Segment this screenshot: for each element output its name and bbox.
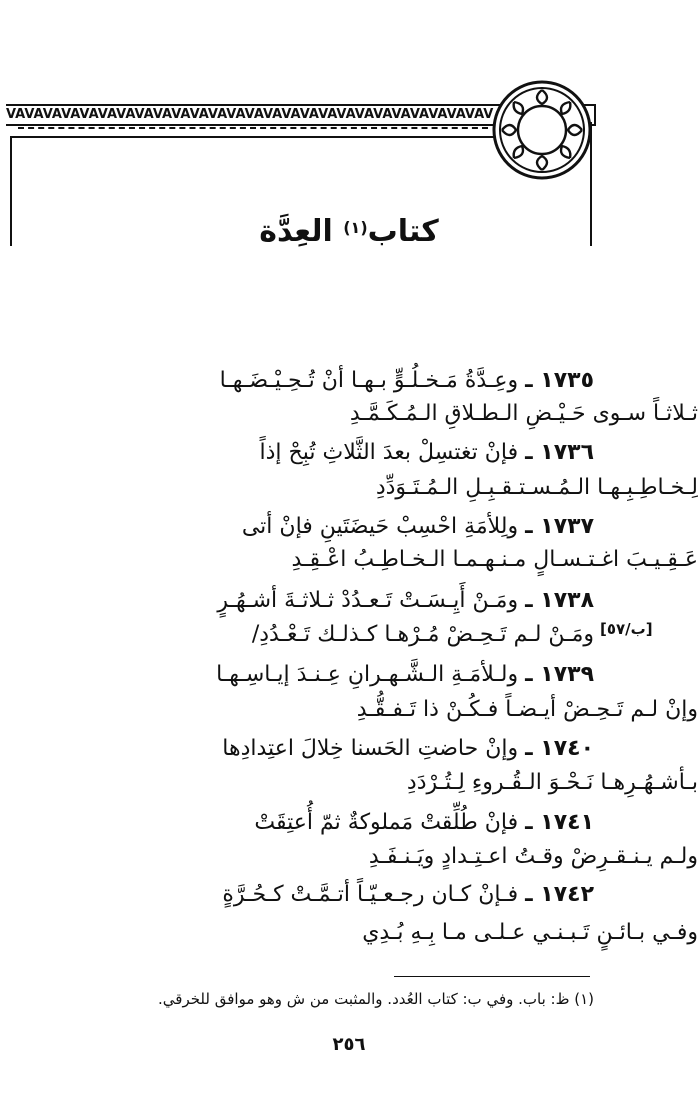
ornament-medallion-icon [490, 78, 594, 182]
verse-1736-first: ١٧٣٦ ـ فإنْ تغتسِلْ بعدَ الثَّلاثِ تُبِحْ إذاً [259, 440, 594, 465]
title-word: كتاب [367, 214, 439, 249]
verse-1737-first: ١٧٣٧ ـ ولِلأمَةِ احْسِبْ حَيضَتَينِ فإنْ أتى [241, 514, 594, 539]
dashed-rule [18, 127, 488, 129]
verse-1738-first: ١٧٣٨ ـ ومَـنْ أَيِـسَـتْ تَـعـدُدْ ثـلاثـةَ أشـهُـرٍ [217, 588, 594, 613]
verse-1735-first: ١٧٣٥ ـ وعِـدَّةُ مَـخـلُـوٍّ بـهـا أنْ تُـحِـيْـضَـهـا [219, 368, 594, 393]
margin-folio-ref: [ب/٥٧] [600, 620, 653, 638]
page-number: ٢٥٦ [332, 1034, 366, 1055]
verse-1741-first: ١٧٤١ ـ فإنْ طُلِّقتْ مَملوكةٌ ثمّ أُعتِقَتْ [254, 810, 594, 835]
verse-1736-second: لِـخـاطِـبِـهـا الـمُـسـتـقـبِـلِ الـمُـتَـوَدِّدِ [375, 475, 698, 500]
footnote-text: (١) ظ: باب. وفي ب: كتاب العُدد. والمثبت من ش وهو موافق للخرقي. [158, 990, 594, 1008]
frame-top-line [10, 136, 494, 138]
verse-1738-second: ومَـنْ لـم تَـحِـضْ مُـرْهـا كـذلـك تَـعْـدُدِ/ [251, 622, 594, 647]
verse-1741-second: ولـم يـنـقـرِضْ وقـتُ اعـتِـدادٍ ويَـنـفَـدِ [368, 844, 698, 869]
verse-1735-second: ثـلاثـاً سـوى حَـيْـضِ الـطـلاقِ الـمُـكَـمَّـدِ [349, 401, 698, 426]
verse-1739-first: ١٧٣٩ ـ ولـلأمَـةِ الـشَّـهـرانِ عِـنـدَ إيـاسِـهـا [216, 662, 594, 687]
verse-1737-second: عَـقِـيـبَ اغـتـسـالٍ مـنـهـمـا الـخـاطِـبُ اعْـقِـدِ [291, 547, 698, 572]
verse-1740-first: ١٧٤٠ ـ وإنْ حاضتِ الحَسنا خِلالَ اعتِدادِها [222, 736, 594, 761]
verse-1740-second: بـأشـهُـرِهـا نَـحْـوَ الـقُـروءِ لِـتُـرْدَدِ [406, 770, 698, 795]
chapter-title [0, 212, 698, 252]
title-footnote-mark: (١) [343, 218, 368, 237]
footnote-rule [394, 976, 590, 977]
band-pattern: VAVAVAVAVAVAVAVAVAVAVAVAVAVAVAVAVAVAVAVAVAVAVAVAVAVAV [6, 107, 494, 122]
verse-1739-second: وإنْ لـم تَـحِـضْ أيـضـاً فـكُـنْ ذا تَـفـقُّـدِ [356, 697, 698, 722]
title-subject: العِدَّة [259, 214, 333, 249]
verse-1742-second: وفـي بـائـنٍ تَـبـنـي عـلـى مـا بِـهِ بُـدِي [362, 920, 698, 945]
verse-1742-first: ١٧٤٢ ـ فـإنْ كـان رجـعـيّـاً أتـمَّـتْ كـحُـرَّةٍ [222, 882, 594, 907]
